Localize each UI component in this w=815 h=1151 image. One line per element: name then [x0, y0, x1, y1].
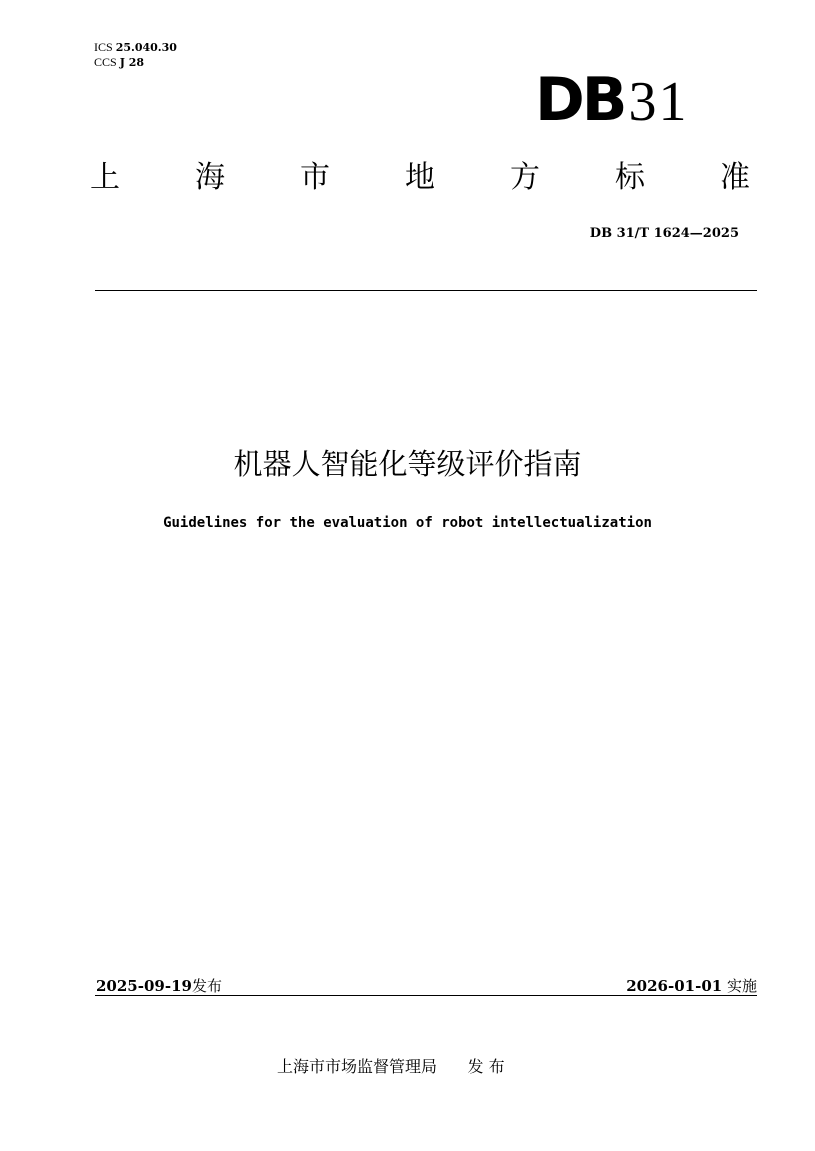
- title-english: Guidelines for the evaluation of robot intellectualization: [163, 515, 652, 531]
- issue-date: 2025-09-19: [96, 977, 192, 995]
- implement-date-block: [626, 975, 757, 996]
- heading-char: 海: [195, 160, 225, 195]
- db-mark: DB: [535, 65, 625, 135]
- local-standard-heading: [90, 158, 750, 198]
- implement-date: 2026-01-01: [626, 977, 723, 995]
- province-code: 31: [628, 71, 689, 133]
- issue-date-block: [96, 975, 222, 996]
- ccs-label: CCS: [94, 55, 117, 69]
- issuer-block: [277, 1054, 505, 1077]
- title-chinese: 机器人智能化等级评价指南: [233, 447, 582, 481]
- issuer-name: 上海市市场监督管理局: [277, 1057, 438, 1076]
- ccs-line: [94, 55, 177, 70]
- ics-line: [94, 40, 177, 55]
- db31-logo: [535, 65, 689, 135]
- heading-char: 标: [615, 160, 645, 195]
- ccs-value: J 28: [119, 56, 145, 69]
- issuer-label: 发 布: [467, 1057, 505, 1076]
- standard-number: DB 31/T 1624—2025: [589, 226, 739, 241]
- heading-char: 地: [405, 160, 435, 195]
- ics-label: ICS: [94, 40, 113, 54]
- classification-codes: [94, 40, 177, 70]
- ics-value: 25.040.30: [115, 41, 177, 54]
- top-divider: [95, 290, 757, 291]
- issue-label: 发布: [191, 977, 222, 995]
- implement-label: 实施: [726, 977, 757, 995]
- bottom-divider: [95, 995, 757, 996]
- heading-char: 市: [300, 160, 330, 195]
- heading-char: 上: [90, 160, 120, 195]
- heading-char: 方: [510, 160, 540, 195]
- heading-char: 准: [720, 160, 750, 195]
